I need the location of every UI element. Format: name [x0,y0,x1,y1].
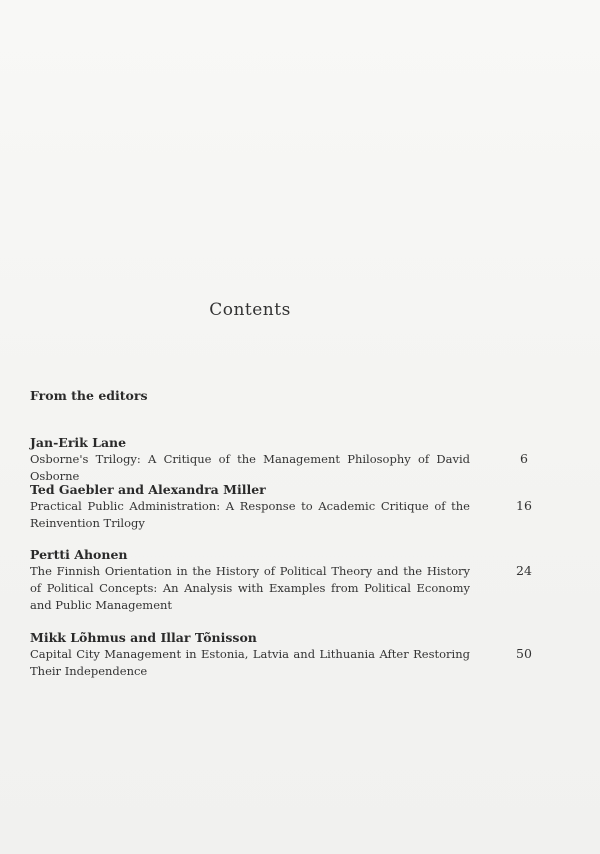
page-title: Contents [209,300,291,320]
entry-author: Mikk Lõhmus and Illar Tõnisson [30,630,257,645]
entry-title: Practical Public Administration: A Response to Academic Critique of the Reinvention Trilogy [30,499,470,530]
toc-entry [30,546,470,614]
entry-title: Osborne's Trilogy: A Critique of the Management Philosophy of David Osborne [30,452,470,483]
toc-entry [30,481,470,532]
entry-author: Pertti Ahonen [30,547,128,562]
intro-section-label: From the editors [30,388,148,403]
entry-page-number: 6 [520,451,528,466]
toc-entry [30,629,470,680]
entry-title: Capital City Management in Estonia, Latvia and Lithuania After Restoring Their Independence [30,647,470,678]
toc-entry [30,434,470,485]
entry-page-number: 50 [516,646,532,661]
entry-title: The Finnish Orientation in the History of Political Theory and the History of Political Concepts: An Analysis with Examples from Political Economy and Public Management [30,564,470,612]
entry-author: Jan-Erik Lane [30,435,127,450]
entry-page-number: 16 [516,498,532,513]
entry-page-number: 24 [516,563,532,578]
entry-author: Ted Gaebler and Alexandra Miller [30,482,266,497]
